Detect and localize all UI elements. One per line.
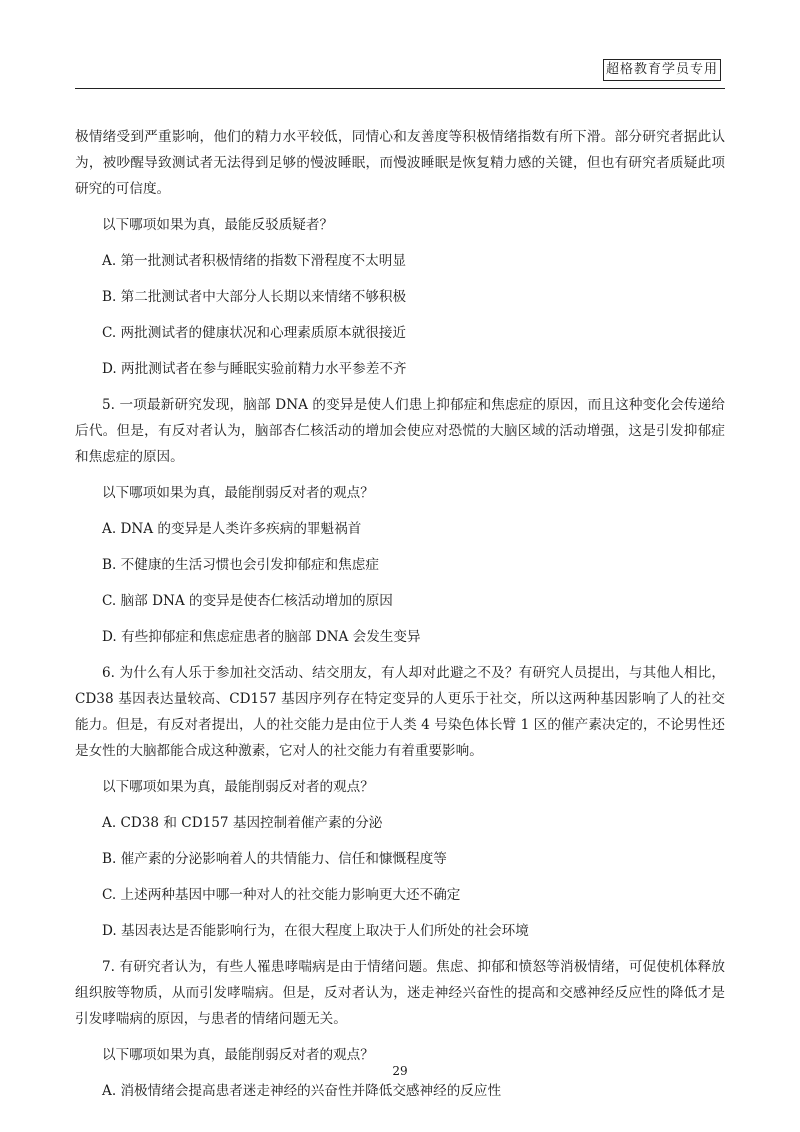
question-stem: 7. 有研究者认为，有些人罹患哮喘病是由于情绪问题。焦虑、抑郁和愤怒等消极情绪，可促使机体释放组织胺等物质，从而引发哮喘病。但是，反对者认为，迷走神经兴奋性的提高和交感神经反应性的降低才是引发哮喘病的原因，与患者的情绪问题无关。 — [75, 959, 725, 1027]
answer-option: D. 有些抑郁症和焦虑症患者的脑部 DNA 会发生变异 — [102, 629, 421, 645]
answer-option: C. 脑部 DNA 的变异是使杏仁核活动增加的原因 — [102, 593, 393, 609]
answer-option: A. 第一批测试者积极情绪的指数下滑程度不太明显 — [102, 253, 406, 269]
answer-option: D. 基因表达是否能影响行为，在很大程度上取决于人们所处的社会环境 — [102, 923, 529, 939]
answer-option: B. 催产素的分泌影响着人的共情能力、信任和慷慨程度等 — [102, 851, 447, 867]
question-prompt: 以下哪项如果为真，最能反驳质疑者？ — [102, 217, 334, 233]
header-divider — [75, 88, 725, 89]
answer-option: D. 两批测试者在参与睡眠实验前精力水平参差不齐 — [102, 361, 407, 377]
question-prompt: 以下哪项如果为真，最能削弱反对者的观点？ — [102, 485, 374, 501]
question-stem: 极情绪受到严重影响，他们的精力水平较低，同情心和友善度等积极情绪指数有所下滑。部分研究者据此认为，被吵醒导致测试者无法得到足够的慢波睡眠，而慢波睡眠是恢复精力感的关键，但也有研究者质疑此项研究的可信度。 — [75, 129, 725, 197]
question-stem: 6. 为什么有人乐于参加社交活动、结交朋友，有人却对此避之不及？有研究人员提出，与其他人相比，CD38 基因表达量较高、CD157 基因序列存在特定变异的人更乐于社交，所以这两种基因影响了人的社交能力。但是，有反对者提出，人的社交能力是由位于人类 4 号染色体长臂 1 区的催产素决定的，不论男性还是女性的大脑都能合成这种激素，它对人的社交能力有着重要影响。 — [75, 665, 725, 759]
header-tag: 超格教育学员专用 — [603, 59, 721, 81]
question-stem: 5. 一项最新研究发现，脑部 DNA 的变异是使人们患上抑郁症和焦虑症的原因，而且这种变化会传递给后代。但是，有反对者认为，脑部杏仁核活动的增加会使应对恐慌的大脑区域的活动增强，这是引发抑郁症和焦虑症的原因。 — [75, 397, 725, 465]
page-number: 29 — [392, 1064, 408, 1078]
question-prompt: 以下哪项如果为真，最能削弱反对者的观点？ — [102, 779, 374, 795]
answer-option: B. 第二批测试者中大部分人长期以来情绪不够积极 — [102, 289, 407, 305]
answer-option: C. 上述两种基因中哪一种对人的社交能力影响更大还不确定 — [102, 887, 461, 903]
answer-option: A. DNA 的变异是人类许多疾病的罪魁祸首 — [102, 521, 362, 537]
answer-option: A. CD38 和 CD157 基因控制着催产素的分泌 — [102, 815, 383, 831]
answer-option: A. 消极情绪会提高患者迷走神经的兴奋性并降低交感神经的反应性 — [102, 1083, 502, 1099]
document-body — [75, 124, 725, 1114]
answer-option: C. 两批测试者的健康状况和心理素质原本就很接近 — [102, 325, 407, 341]
answer-option: B. 不健康的生活习惯也会引发抑郁症和焦虑症 — [102, 557, 379, 573]
question-prompt: 以下哪项如果为真，最能削弱反对者的观点？ — [102, 1047, 374, 1063]
